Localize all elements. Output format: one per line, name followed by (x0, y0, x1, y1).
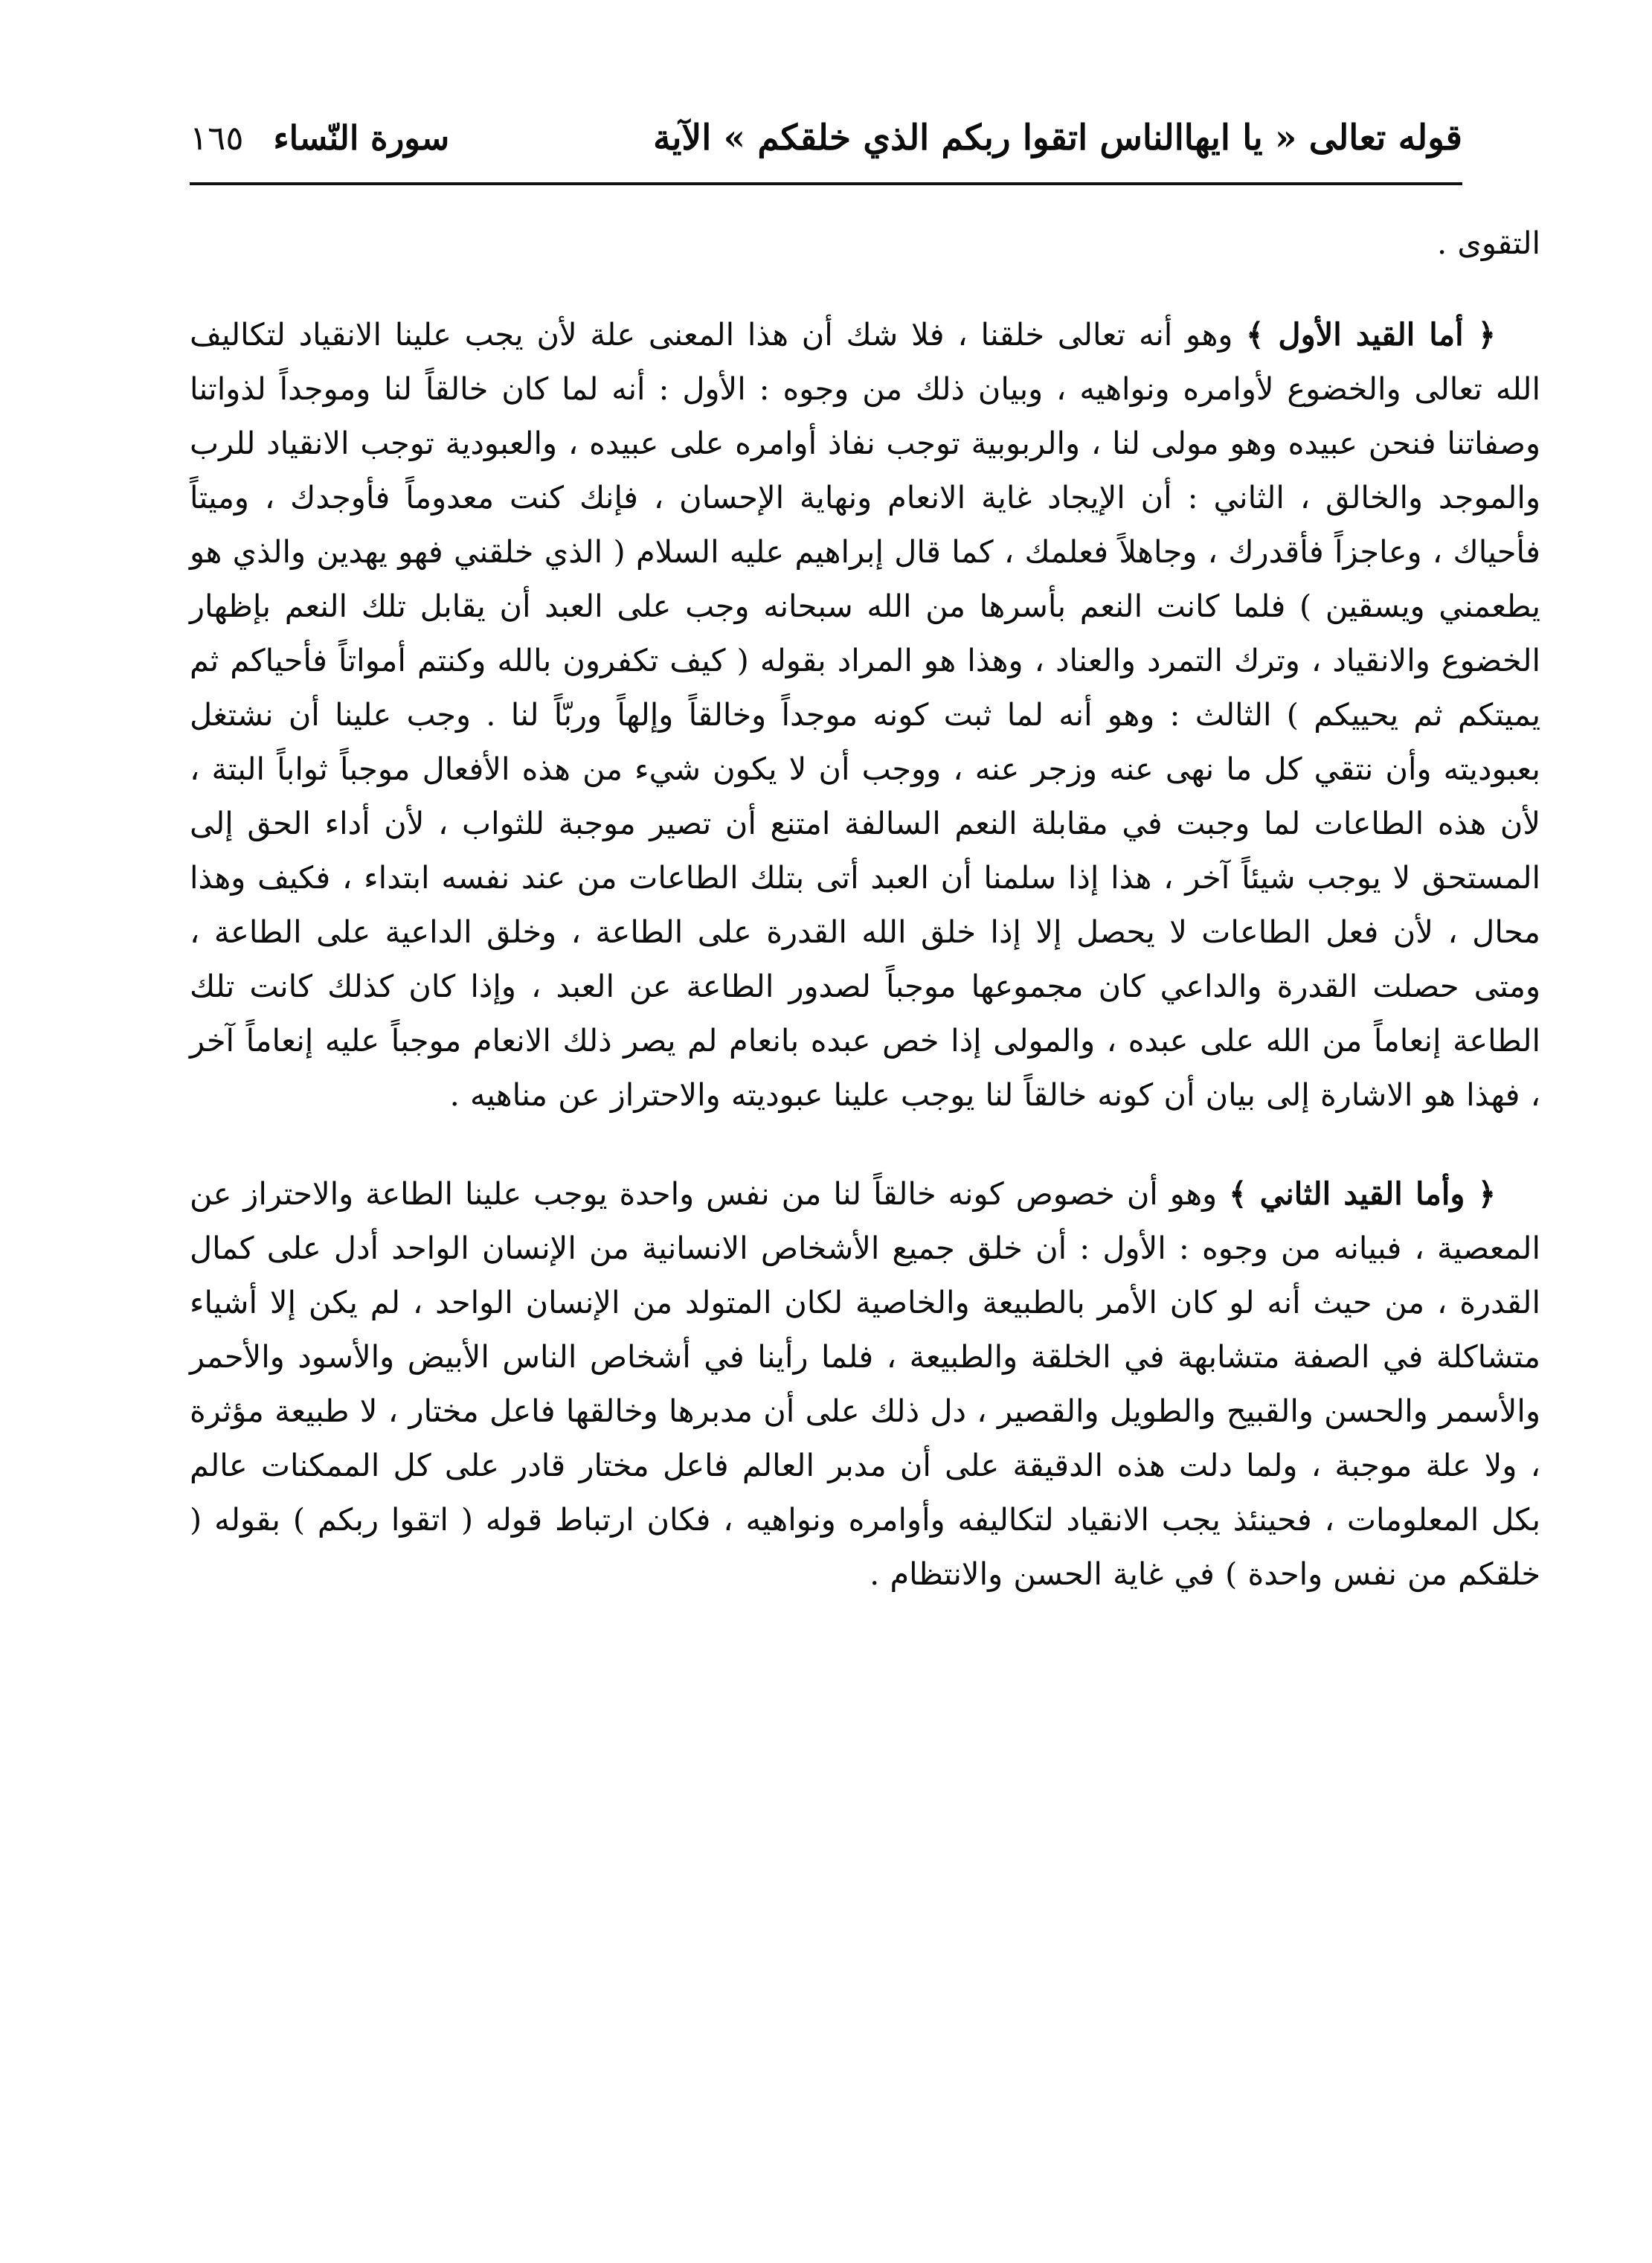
paragraph-second-condition (190, 1166, 1540, 1601)
paragraph-text: التقوى . (1437, 225, 1540, 261)
page-body (190, 216, 1540, 1601)
page-number: ١٦٥ (190, 118, 244, 158)
paragraph-text: وهو أن خصوص كونه خالقاً لنا من نفس واحدة يوجب علينا الطاعة والاحتراز عن المعصية ، فبيانه من وجوه : الأول : أن خلق جميع الأشخاص الانسانية من الإنسان الواحد أدل على كمال القدرة ، من حيث أنه لو كان الأمر بالطبيعة والخاصية لكان المتولد من الإنسان الواحد ، لم يكن إلا أشياء متشاكلة في الصفة متشابهة في الخلقة والطبيعة ، فلما رأينا في أشخاص الناس الأبيض والأسود والأحمر والأسمر والحسن والقبيح والطويل والقصير ، دل ذلك على أن مدبرها وخالقها فاعل مختار ، لا طبيعة مؤثرة ، ولا علة موجبة ، ولما دلت هذه الدقيقة على أن مدبر العالم فاعل مختار قادر على كل الممكنات عالم بكل المعلومات ، فحينئذ يجب الانقياد لتكاليفه وأوامره ونواهيه ، فكان ارتباط قوله ( اتقوا ربكم ) بقوله ( خلقكم من نفس واحدة ) في غاية الحسن والانتظام . (190, 1175, 1540, 1592)
running-header (190, 93, 1462, 185)
paragraph-lead: ﴿ أما القيد الأول ﴾ (1246, 316, 1496, 353)
running-title: قوله تعالى « يا ايهاالناس اتقوا ربكم الذي خلقكم » الآية (653, 117, 1462, 158)
paragraph-continuation (190, 216, 1540, 270)
paragraph-first-condition (190, 307, 1540, 1122)
header-meta (190, 118, 449, 158)
paragraph-lead: ﴿ وأما القيد الثاني ﴾ (1229, 1175, 1497, 1212)
paragraph-text: وهو أنه تعالى خلقنا ، فلا شك أن هذا المعنى علة لأن يجب علينا الانقياد لتكاليف الله تعالى والخضوع لأوامره ونواهيه ، وبيان ذلك من وجوه : الأول : أنه لما كان خالقاً لنا وموجداً لذواتنا وصفاتنا فنحن عبيده وهو مولى لنا ، والربوبية توجب نفاذ أوامره على عبيده ، والعبودية توجب الانقياد للرب والموجد والخالق ، الثاني : أن الإيجاد غاية الانعام ونهاية الإحسان ، فإنك كنت معدوماً فأوجدك ، وميتاً فأحياك ، وعاجزاً فأقدرك ، وجاهلاً فعلمك ، كما قال إبراهيم عليه السلام ( الذي خلقني فهو يهدين والذي هو يطعمني ويسقين ) فلما كانت النعم بأسرها من الله سبحانه وجب على العبد أن يقابل تلك النعم بإظهار الخضوع والانقياد ، وترك التمرد والعناد ، وهذا هو المراد بقوله ( كيف تكفرون بالله وكنتم أمواتاً فأحياكم ثم يميتكم ثم يحييكم ) الثالث : وهو أنه لما ثبت كونه موجداً وخالقاً وإلهاً وربّاً لنا . وجب علينا أن نشتغل بعبوديته وأن نتقي كل ما نهى عنه وزجر عنه ، ووجب أن لا يكون شيء من هذه الأفعال موجباً ثواباً البتة ، لأن هذه الطاعات لما وجبت في مقابلة النعم السالفة امتنع أن تصير موجبة للثواب ، لأن أداء الحق إلى المستحق لا يوجب شيئاً آخر ، هذا إذا سلمنا أن العبد أتى بتلك الطاعات من عند نفسه ابتداء ، فكيف وهذا محال ، لأن فعل الطاعات لا يحصل إلا إذا خلق الله القدرة على الطاعة ، وخلق الداعية على الطاعة ، ومتى حصلت القدرة والداعي كان مجموعها موجباً لصدور الطاعة عن العبد ، وإذا كان كذلك كانت تلك الطاعة إنعاماً من الله على عبده ، والمولى إذا خص عبده بانعام لم يصر ذلك الانعام موجباً عليه إنعاماً آخر ، فهذا هو الاشارة إلى بيان أن كونه خالقاً لنا يوجب علينا عبوديته والاحتراز عن مناهيه . (190, 316, 1540, 1113)
surah-name: سورة النّساء (273, 118, 450, 158)
